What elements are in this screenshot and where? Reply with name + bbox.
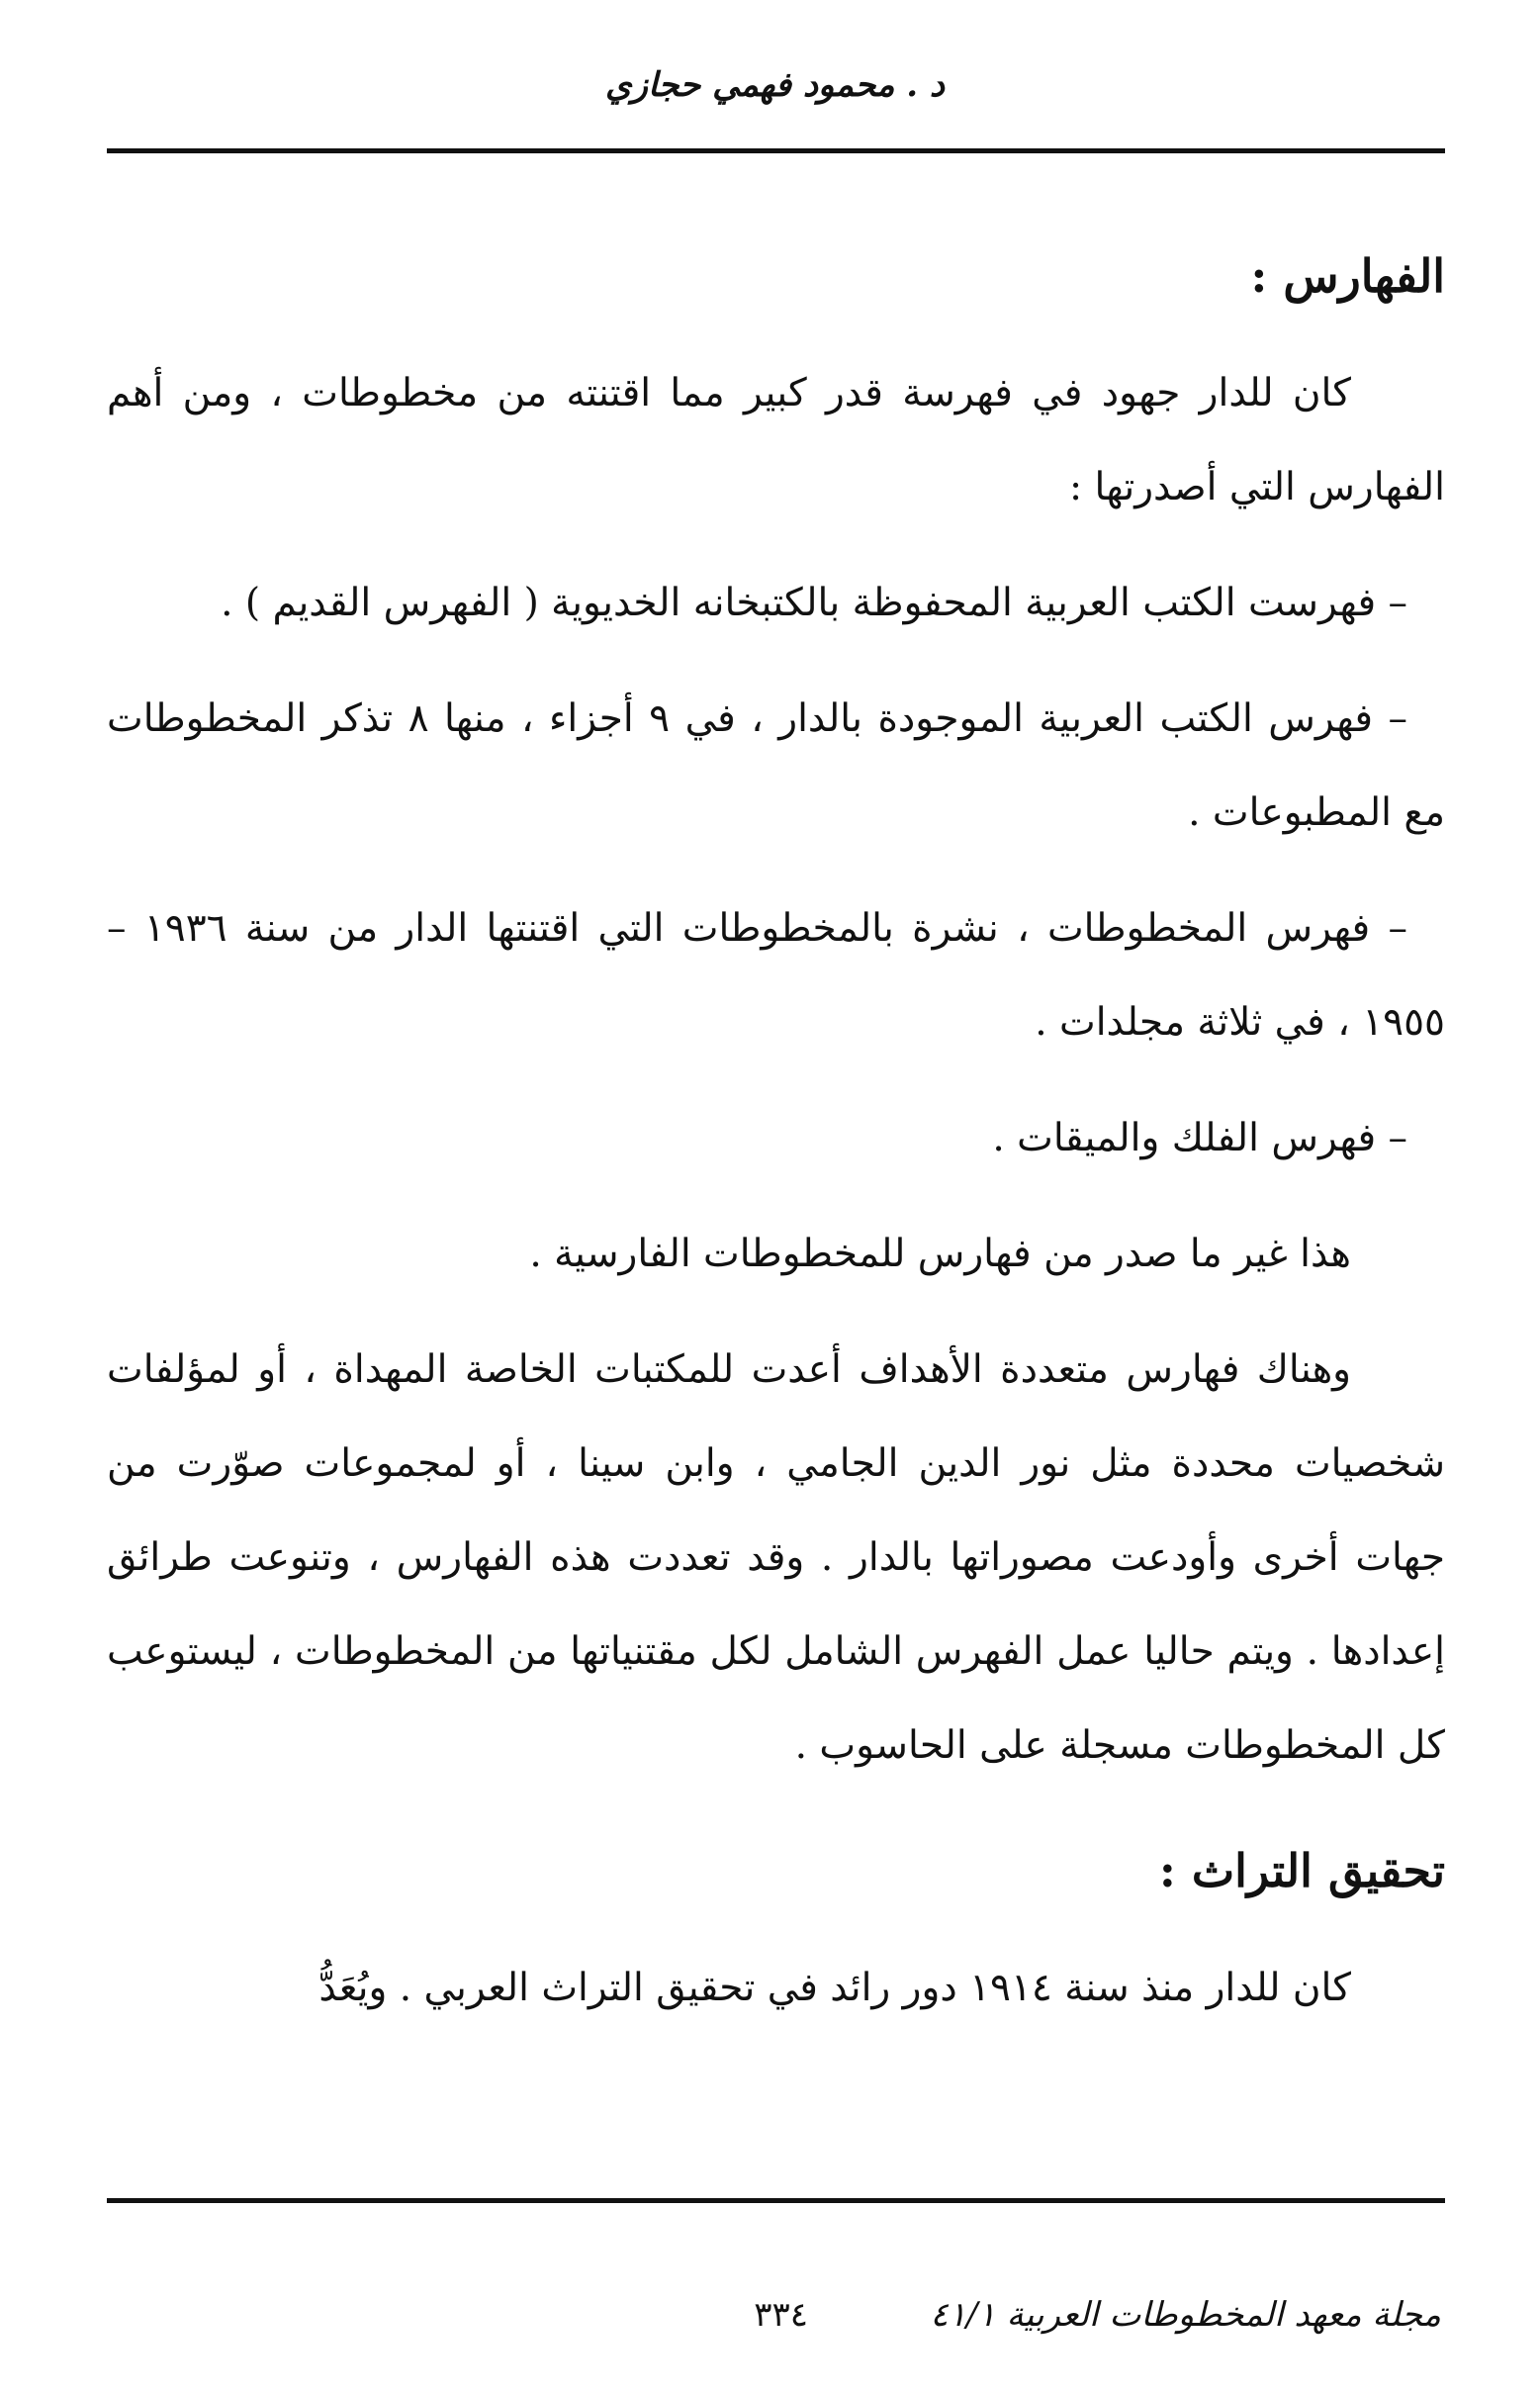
index-list-item: – فهرس المخطوطات ، نشرة بالمخطوطات التي اقتنتها الدار من سنة ١٩٣٦ – ١٩٥٥ ، في ثلاثة مجلدات . xyxy=(107,905,1445,1045)
running-header-author: د . محمود فهمي حجازي xyxy=(604,65,946,105)
section-heading-indexes: الفهارس : xyxy=(1250,249,1445,303)
page-body xyxy=(107,247,1445,2057)
page-number: ٣٣٤ xyxy=(754,2295,808,2335)
index-list-item: – فهرس الكتب العربية الموجودة بالدار ، في ٩ أجزاء ، منها ٨ تذكر المخطوطات مع المطبوعات . xyxy=(107,695,1445,835)
journal-citation: مجلة معهد المخطوطات العربية ٤١/١ xyxy=(930,2295,1441,2335)
section-heading-heritage: تحقيق التراث : xyxy=(1158,1843,1445,1897)
index-list-item: – فهرس الفلك والميقات . xyxy=(992,1115,1407,1160)
page-footer xyxy=(107,2295,1441,2354)
heritage-body-paragraph: كان للدار منذ سنة ١٩١٤ دور رائد في تحقيق التراث العربي . ويُعَدُّ xyxy=(318,1965,1351,2010)
persian-index-note: هذا غير ما صدر من فهارس للمخطوطات الفارسية . xyxy=(529,1231,1351,1276)
footer-rule xyxy=(107,2198,1445,2203)
indexes-intro-paragraph: كان للدار جهود في فهرسة قدر كبير مما اقتنته من مخطوطات ، ومن أهم الفهارس التي أصدرتها : xyxy=(107,370,1445,509)
indexes-body-paragraph: وهناك فهارس متعددة الأهداف أعدت للمكتبات الخاصة المهداة ، أو لمؤلفات شخصيات محددة مثل نور الدين الجامي ، وابن سينا ، أو لمجموعات صوّرت من جهات أخرى وأودعت مصوراتها بالدار . وقد تعددت هذه الفهارس ، وتنوعت طرائق إعدادها . ويتم حاليا عمل الفهرس الشامل لكل مقتنياتها من المخطوطات ، ليستوعب كل المخطوطات مسجلة على الحاسوب . xyxy=(107,1346,1445,1768)
header-rule xyxy=(107,148,1445,153)
index-list-item: – فهرست الكتب العربية المحفوظة بالكتبخانه الخديوية ( الفهرس القديم ) . xyxy=(221,580,1407,625)
